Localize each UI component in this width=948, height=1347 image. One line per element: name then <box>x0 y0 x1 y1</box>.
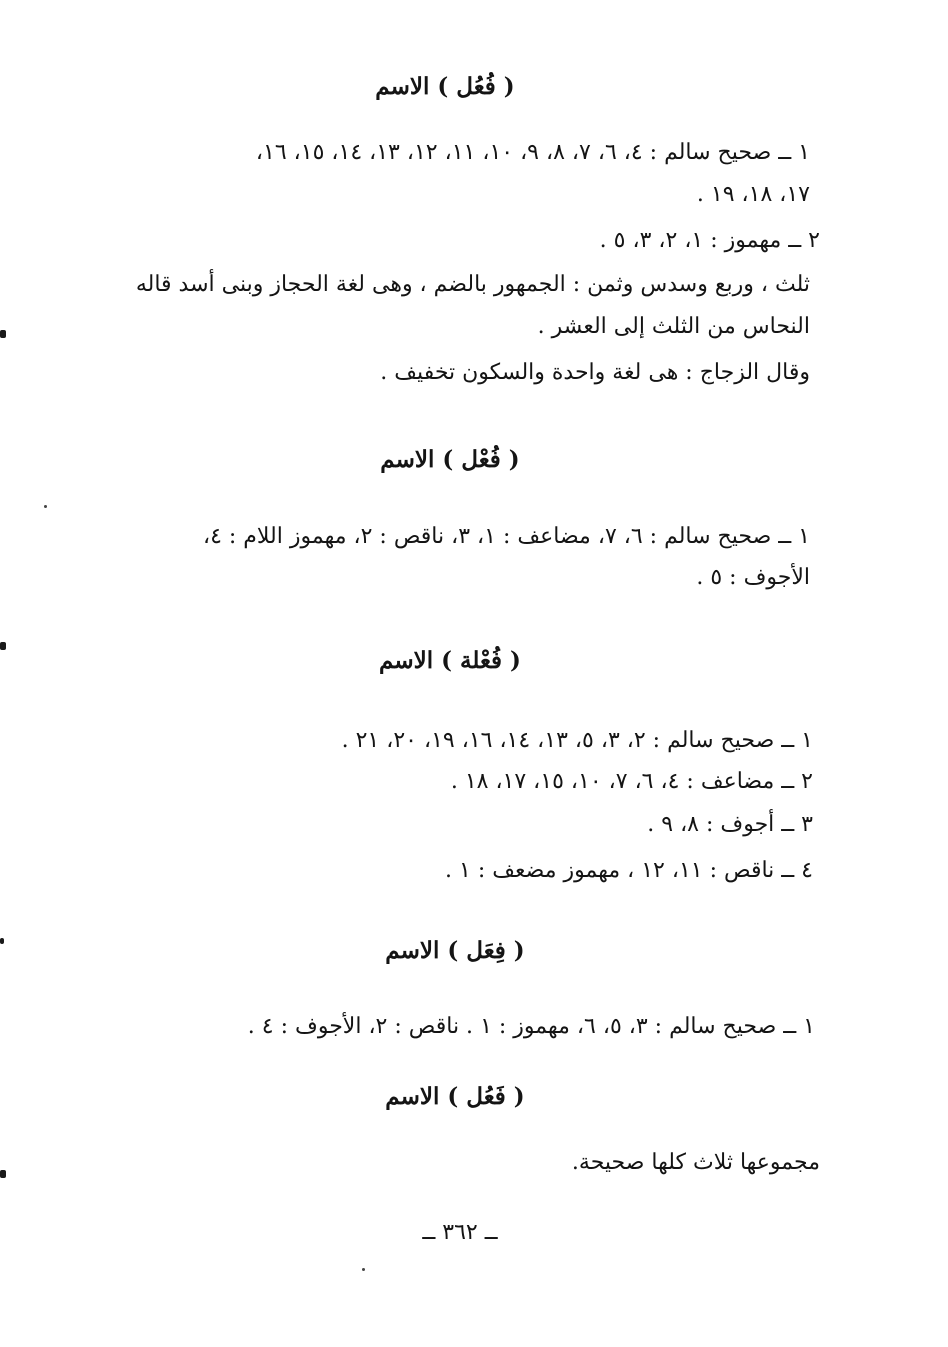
section-heading: ( فُعْلة ) الاسم <box>379 647 521 674</box>
section-heading: ( فُعْل ) الاسم <box>380 446 520 473</box>
section-heading: ( فُعُل ) الاسم <box>375 73 515 100</box>
text-line: ١ ــ صحيح سالم : ٦، ٧، مضاعف : ١، ٣، ناقص : ٢، مهموز اللام : ٤، <box>202 524 810 549</box>
text-line: النحاس من الثلث إلى العشر . <box>537 314 810 339</box>
text-line: ٢ ــ مهموز : ١، ٢، ٣، ٥ . <box>599 228 820 253</box>
text-line: مجموعها ثلاث كلها صحيحة. <box>571 1150 820 1175</box>
scan-mark <box>0 1170 6 1178</box>
text-line: ١ ــ صحيح سالم : ٤، ٦، ٧، ٨، ٩، ١٠، ١١، ١٢، ١٣، ١٤، ١٥، ١٦، <box>255 140 810 165</box>
text-line: ٣ ــ أجوف : ٨، ٩ . <box>647 812 813 837</box>
scan-dot <box>44 505 47 508</box>
text-line: ١٧، ١٨، ١٩ . <box>696 182 810 207</box>
text-line: ١ ــ صحيح سالم : ٢، ٣، ٥، ١٣، ١٤، ١٦، ١٩، ٢٠، ٢١ . <box>341 728 813 753</box>
page-number: ــ ٣٦٢ ــ <box>422 1220 498 1245</box>
text-line: ٤ ــ ناقص : ١١، ١٢ ، مهموز مضعف : ١ . <box>445 858 813 883</box>
text-line: ١ ــ صحيح سالم : ٣، ٥، ٦، مهموز : ١ . ناقص : ٢، الأجوف : ٤ . <box>247 1014 815 1039</box>
text-line: ٢ ــ مضاعف : ٤، ٦، ٧، ١٠، ١٥، ١٧، ١٨ . <box>450 769 813 794</box>
text-line: الأجوف : ٥ . <box>696 565 810 590</box>
section-heading: ( فَعُل ) الاسم <box>385 1083 525 1110</box>
text-line: وقال الزجاج : هى لغة واحدة والسكون تخفيف . <box>380 360 810 385</box>
scan-mark <box>0 330 6 338</box>
text-line: ثلث ، وربع وسدس وثمن : الجمهور بالضم ، وهى لغة الحجاز وبنى أسد قاله <box>135 272 810 297</box>
scan-mark <box>0 938 4 944</box>
section-heading: ( فِعَل ) الاسم <box>385 937 525 964</box>
scan-dot <box>362 1268 365 1271</box>
scan-mark <box>0 642 6 650</box>
